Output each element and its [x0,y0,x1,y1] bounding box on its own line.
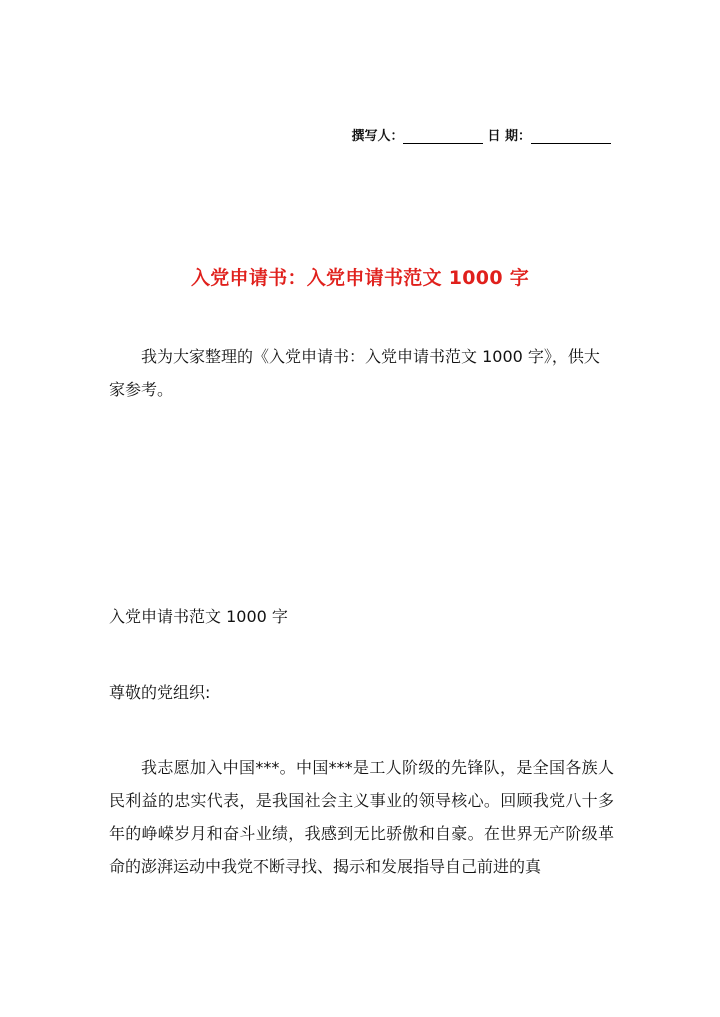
salutation: 尊敬的党组织: [109,683,211,702]
intro-paragraph: 我为大家整理的《入党申请书：入党申请书范文 1000 字》，供大家参考。 [109,347,600,399]
writer-label: 撰写人： [351,129,404,144]
body-paragraph: 我志愿加入中国***。中国***是工人阶级的先锋队，是全国各族人民利益的忠实代表，是我国社会主义事业的领导核心。回顾我党八十多年的峥嵘岁月和奋斗业绩，我感到无比骄傲和自豪。在世界无产阶级革命的澎湃运动中我党不断寻找、揭示和发展指导自己前进的真 [109,758,614,876]
writer-blank-underline [403,129,483,144]
date-blank-underline [531,129,611,144]
header-signature-line [351,125,611,144]
date-label: 日 期： [487,129,531,144]
document-title: 入党申请书：入党申请书范文 1000 字 [190,267,530,289]
section-subheading: 入党申请书范文 1000 字 [109,607,288,626]
